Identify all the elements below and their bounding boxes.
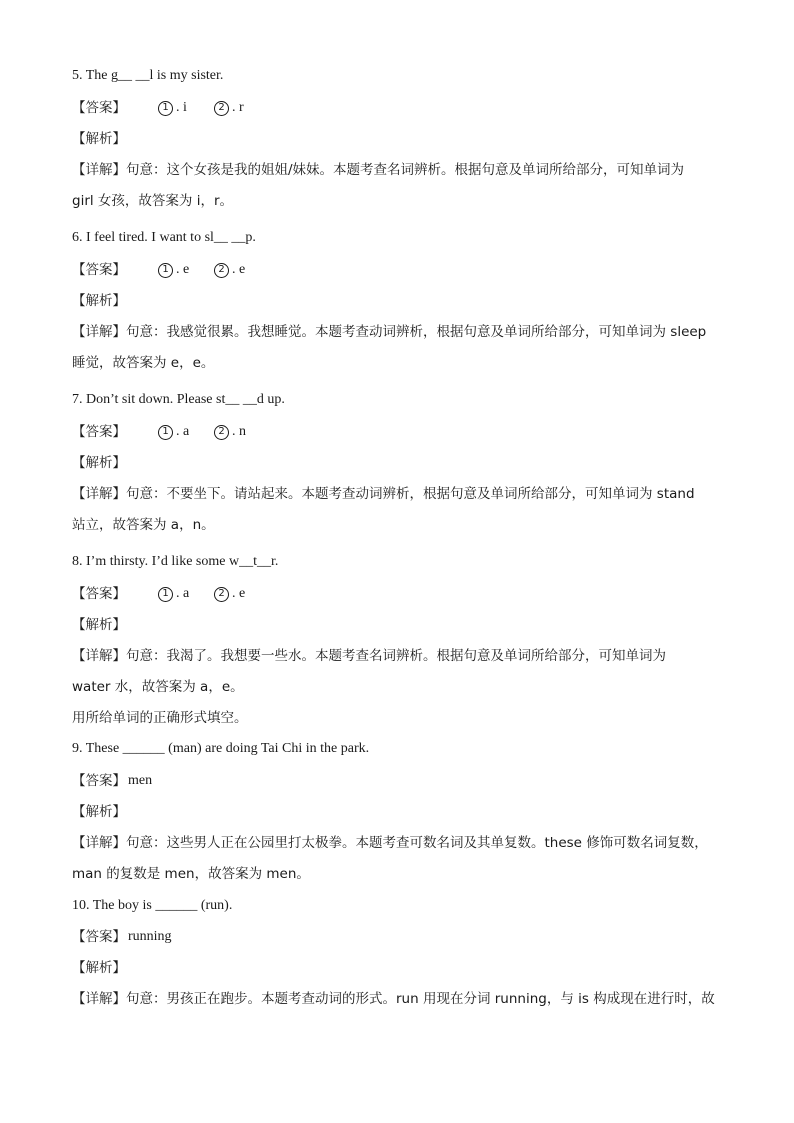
analysis-label: 【解析】 [72, 617, 126, 633]
option-2 [214, 99, 270, 117]
analysis-label: 【解析】 [72, 455, 126, 471]
option-2 [214, 261, 270, 279]
question-6: 6. I feel tired. I want to sl__ __p. [72, 230, 256, 245]
option-value: . r [232, 100, 244, 115]
option-value: . e [176, 262, 190, 277]
answer-row-10 [72, 928, 722, 946]
answer-row-6 [72, 261, 722, 279]
circled-number-2: 2 [214, 263, 229, 278]
circled-number-1: 1 [158, 425, 173, 440]
circled-number-2: 2 [214, 101, 229, 116]
option-1 [158, 99, 214, 117]
answer-label: 【答案】 [72, 929, 126, 945]
option-2 [214, 423, 270, 441]
section-title: 用所给单词的正确形式填空。 [72, 710, 248, 726]
analysis-label: 【解析】 [72, 293, 126, 309]
option-value: . n [232, 424, 246, 439]
answer-row-8 [72, 585, 722, 603]
detail-10-line-1: 【详解】句意：男孩正在跑步。本题考查动词的形式。run 用现在分词 running，与 is 构成现在进行时，故 [72, 991, 715, 1007]
answer-value: men [128, 773, 153, 788]
option-2 [214, 585, 270, 603]
detail-9-line-1: 【详解】句意：这些男人正在公园里打太极拳。本题考查可数名词及其单复数。these 修饰可数名词复数， [72, 835, 708, 851]
question-10: 10. The boy is ______ (run). [72, 898, 233, 913]
detail-5-line-1: 【详解】句意：这个女孩是我的姐姐/妹妹。本题考查名词辨析。根据句意及单词所给部分，可知单词为 [72, 162, 685, 178]
detail-6-line-2: 睡觉，故答案为 e，e。 [72, 355, 215, 371]
detail-6-line-1: 【详解】句意：我感觉很累。我想睡觉。本题考查动词辨析，根据句意及单词所给部分，可知单词为 sleep [72, 324, 707, 340]
option-value: . a [176, 586, 190, 601]
circled-number-1: 1 [158, 587, 173, 602]
circled-number-2: 2 [214, 587, 229, 602]
option-value: . e [232, 262, 246, 277]
answer-row-9 [72, 772, 722, 790]
detail-8-line-2: water 水，故答案为 a，e。 [72, 679, 244, 695]
answer-label: 【答案】 [72, 100, 126, 116]
circled-number-1: 1 [158, 263, 173, 278]
answer-label: 【答案】 [72, 773, 126, 789]
option-value: . e [232, 586, 246, 601]
detail-8-line-1: 【详解】句意：我渴了。我想要一些水。本题考查名词辨析。根据句意及单词所给部分，可知单词为 [72, 648, 666, 664]
option-1 [158, 261, 214, 279]
circled-number-1: 1 [158, 101, 173, 116]
question-5: 5. The g__ __l is my sister. [72, 68, 224, 83]
detail-5-line-2: girl 女孩，故答案为 i，r。 [72, 193, 234, 209]
question-8: 8. I’m thirsty. I’d like some w__t__r. [72, 554, 279, 569]
analysis-label: 【解析】 [72, 804, 126, 820]
answer-value: running [128, 929, 172, 944]
detail-7-line-2: 站立，故答案为 a，n。 [72, 517, 215, 533]
analysis-label: 【解析】 [72, 131, 126, 147]
option-1 [158, 585, 214, 603]
answer-label: 【答案】 [72, 424, 126, 440]
answer-label: 【答案】 [72, 586, 126, 602]
option-value: . i [176, 100, 187, 115]
detail-9-line-2: man 的复数是 men，故答案为 men。 [72, 866, 310, 882]
detail-7-line-1: 【详解】句意：不要坐下。请站起来。本题考查动词辨析，根据句意及单词所给部分，可知单词为 stand [72, 486, 695, 502]
answer-label: 【答案】 [72, 262, 126, 278]
circled-number-2: 2 [214, 425, 229, 440]
question-7: 7. Don’t sit down. Please st__ __d up. [72, 392, 285, 407]
answer-row-5 [72, 99, 722, 117]
question-9: 9. These ______ (man) are doing Tai Chi in the park. [72, 741, 370, 756]
analysis-label: 【解析】 [72, 960, 126, 976]
answer-row-7 [72, 423, 722, 441]
option-1 [158, 423, 214, 441]
option-value: . a [176, 424, 190, 439]
